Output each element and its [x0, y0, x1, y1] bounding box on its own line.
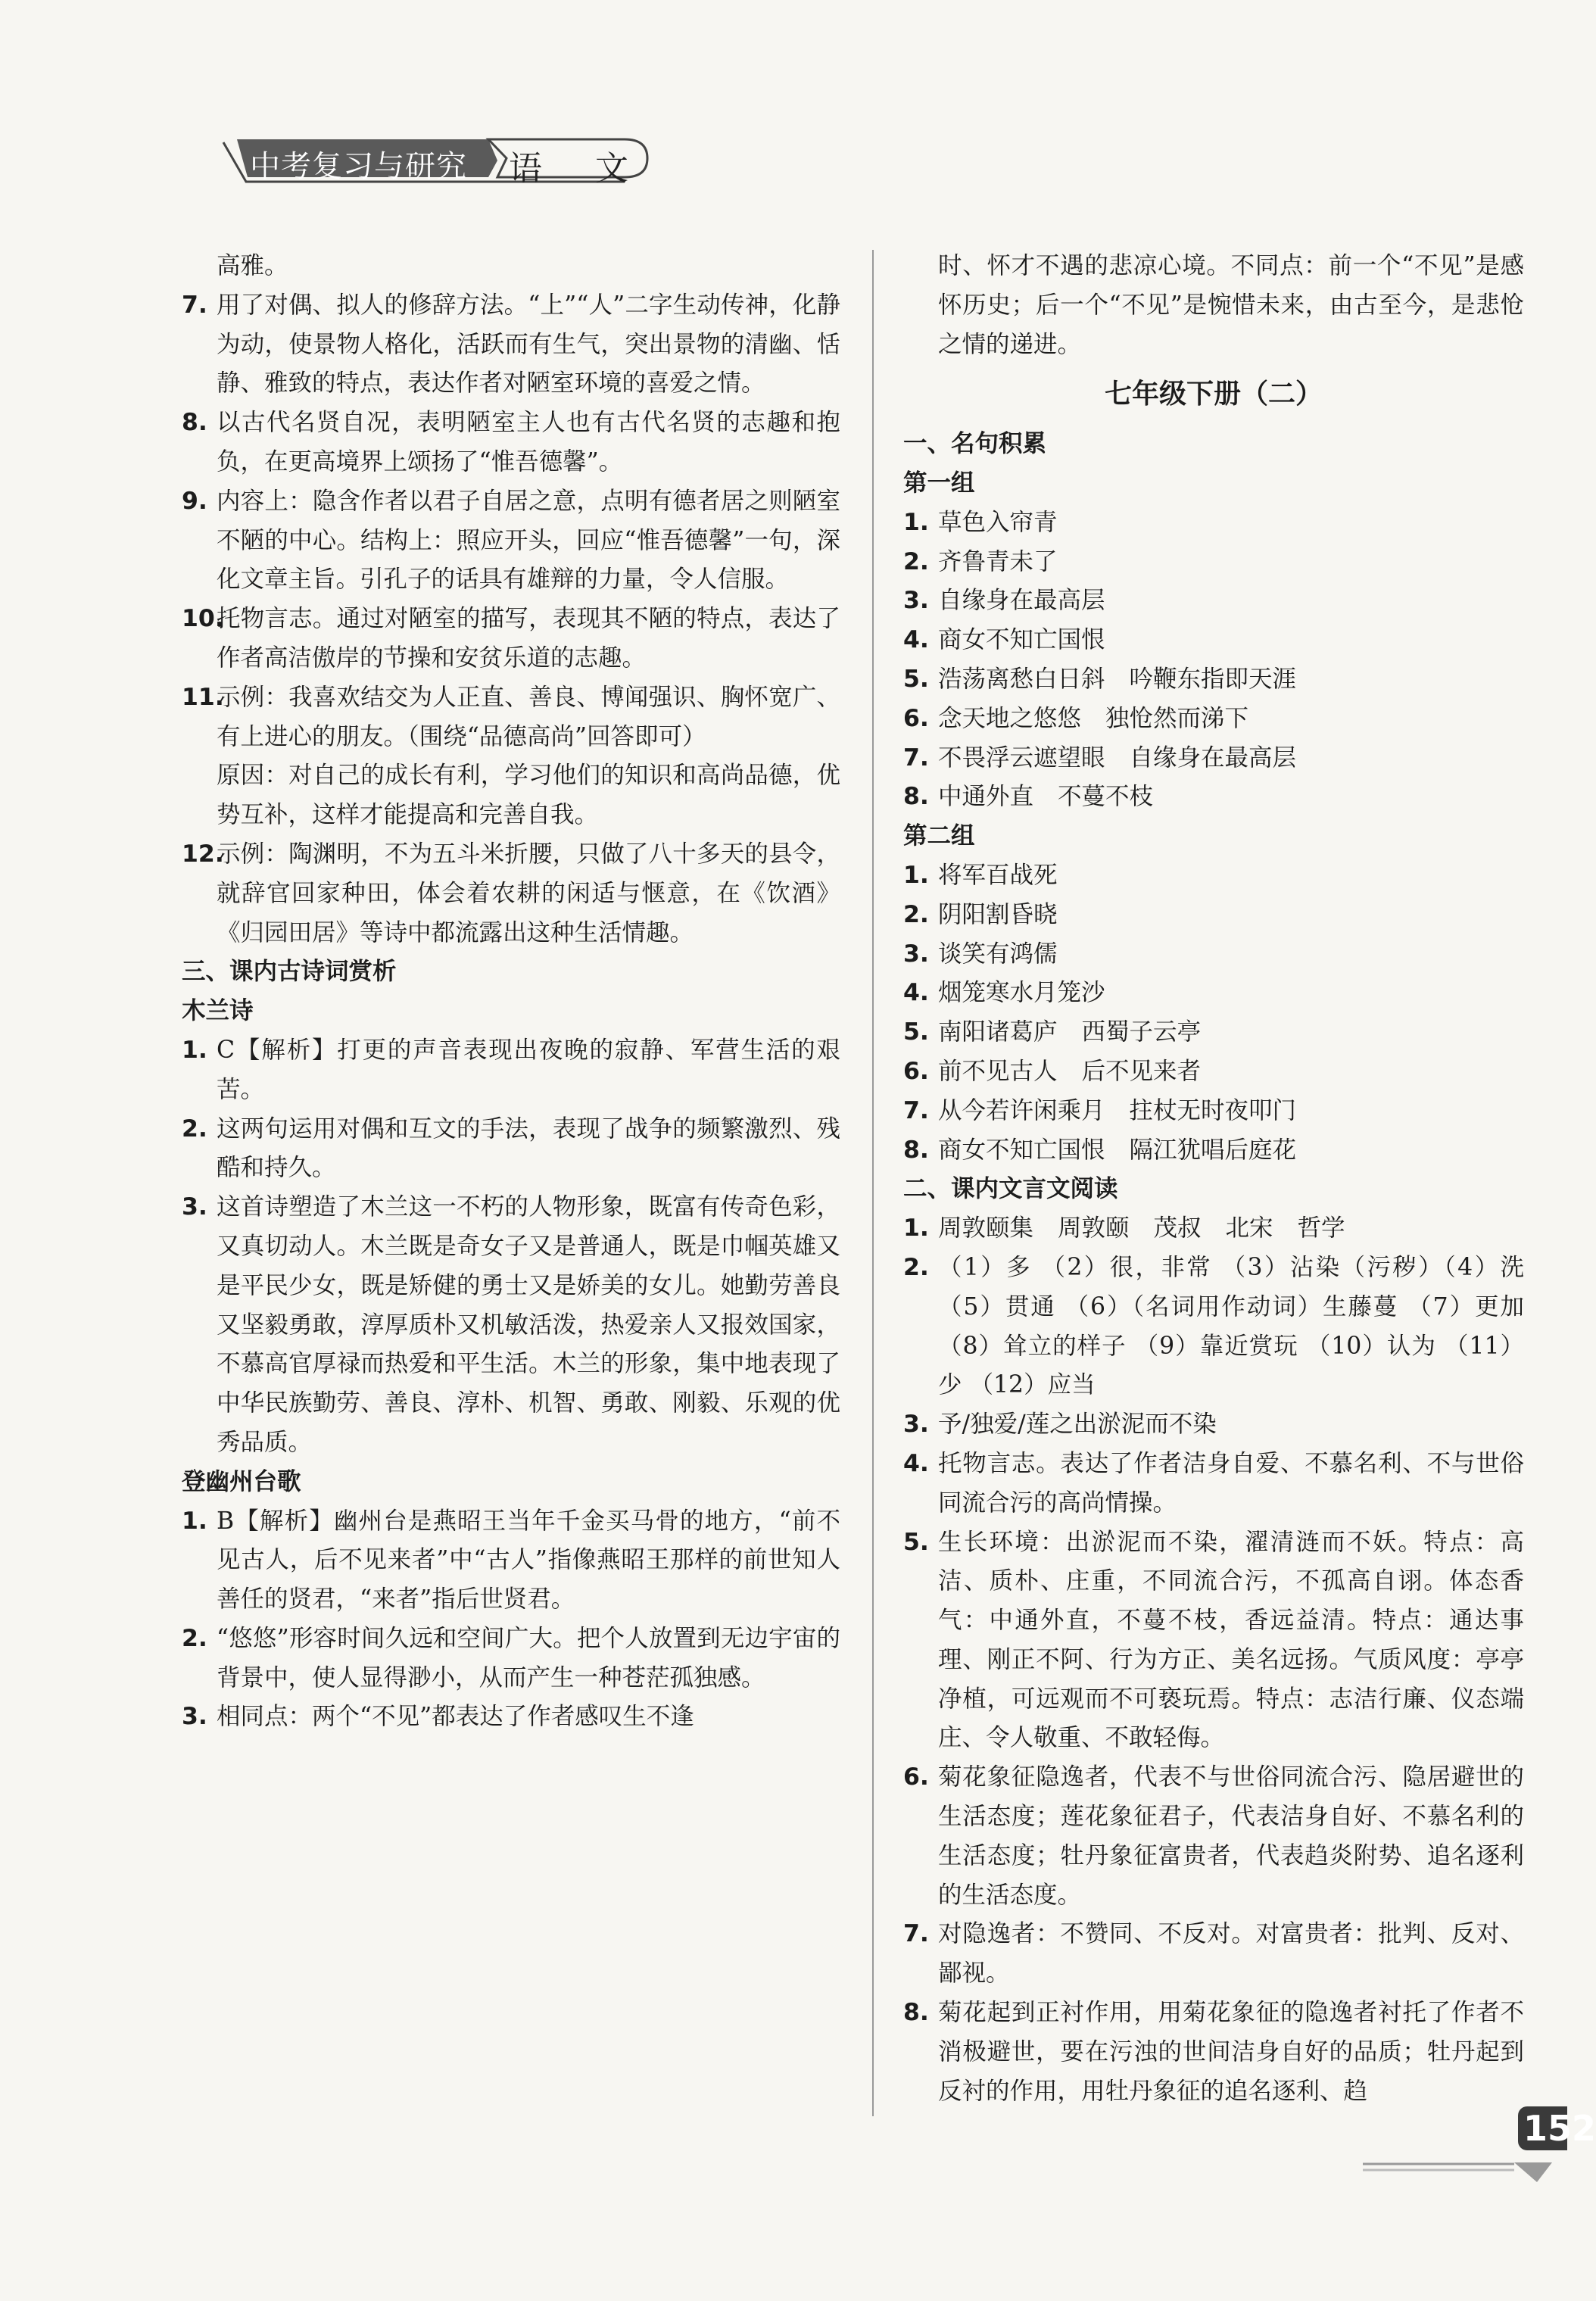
answer-item [182, 1502, 840, 1620]
item-text: 对隐逸者：不赞同、不反对。对富贵者：批判、反对、鄙视。 [938, 1920, 1524, 1988]
item-text: 浩荡离愁白日斜 吟鞭东指即天涯 [938, 665, 1297, 693]
poem-title: 木兰诗 [182, 997, 254, 1025]
answer-item [182, 835, 840, 953]
item-text: （1）多 （2）很，非常 （3）沾染（污秽）（4）洗 （5）贯通 （6）（名词用作动词）生藤蔓 （7）更加 （8）耸立的样子 （9）靠近赏玩 （10）认为 （11）少 （12）应当 [938, 1253, 1524, 1399]
item-number: 8. [182, 409, 207, 437]
item-text: 这两句运用对偶和互文的手法，表现了战争的频繁激烈、残酷和持久。 [217, 1115, 840, 1182]
group-heading: 第二组 [903, 822, 975, 850]
item-text: 内容上：隐含作者以君子自居之意，点明有德者居之则陋室不陋的中心。结构上：照应开头，回应“惟吾德馨”一句，深化文章主旨。引孔子的话具有雄辩的力量，令人信服。 [217, 487, 840, 594]
header-subject: 语 文 [509, 149, 650, 188]
item-number: 1. [182, 1507, 207, 1535]
item-number: 1. [182, 1036, 207, 1064]
item-text: 生长环境：出淤泥而不染，濯清涟而不妖。特点：高洁、质朴、庄重，不同流合污，不孤高自诩。体态香气：中通外直，不蔓不枝，香远益清。特点：通达事理、刚正不阿、行为方正、美名远扬。气质风度：亭亭净植，可远观而不可亵玩焉。特点：志洁行廉、仪态端庄、令人敬重、不敢轻侮。 [938, 1528, 1524, 1752]
section-heading: 二、课内文言文阅读 [903, 1175, 1118, 1203]
item-number: 9. [182, 487, 207, 515]
item-text: 不畏浮云遮望眼 自缘身在最高层 [938, 744, 1297, 772]
answer-item [903, 1915, 1524, 1994]
item-text: 商女不知亡国恨 [938, 626, 1105, 654]
item-text: 菊花象征隐逸者，代表不与世俗同流合污、隐居避世的生活态度；莲花象征君子，代表洁身自好、不慕名利的生活态度；牡丹象征富贵者，代表趋炎附势、追名逐利的生活态度。 [938, 1763, 1524, 1909]
item-text: 这首诗塑造了木兰这一不朽的人物形象，既富有传奇色彩，又真切动人。木兰既是奇女子又是普通人，既是巾帼英雄又是平民少女，既是矫健的勇士又是娇美的女儿。她勤劳善良又坚毅勇敢，淳厚质朴又机敏活泼，热爱亲人又报效国家，不慕高官厚禄而热爱和平生活。木兰的形象，集中地表现了中华民族勤劳、善良、淳朴、机智、勇敢、刚毅、乐观的优秀品质。 [217, 1193, 840, 1456]
item-number: 12. [182, 840, 224, 868]
section-heading: 一、名句积累 [903, 430, 1047, 458]
answer-item [903, 1092, 1524, 1131]
answer-item [182, 1620, 840, 1698]
right-column [903, 247, 1524, 2111]
item-text: 菊花起到正衬作用，用菊花象征的隐逸者衬托了作者不消极避世，要在污浊的世间洁身自好的品质；牡丹起到反衬的作用，用牡丹象征的追名逐利、趋 [938, 1999, 1524, 2105]
poem-title: 登幽州台歌 [182, 1467, 301, 1495]
item-number: 5. [903, 1018, 929, 1046]
item-text: “悠悠”形容时间久远和空间广大。把个人放置到无边宇宙的背景中，使人显得渺小，从而产生一种苍茫孤独感。 [217, 1624, 840, 1691]
item-text: 念天地之悠悠 独怆然而涕下 [938, 704, 1249, 732]
answer-item [903, 660, 1524, 700]
item-number: 3. [903, 1411, 929, 1439]
item-number: 11. [182, 683, 224, 711]
item-number: 3. [903, 587, 929, 615]
answer-item [903, 700, 1524, 739]
item-text: 前不见古人 后不见来者 [938, 1057, 1202, 1085]
item-text: 示例：陶渊明，不为五斗米折腰，只做了八十多天的县令，就辞官回家种田，体会着农耕的闲适与惬意，在《饮酒》《归园田居》等诗中都流露出这种生活情趣。 [217, 840, 840, 946]
answer-item [903, 1758, 1524, 1915]
item-number: 6. [903, 1763, 929, 1791]
item-number: 8. [903, 783, 929, 811]
header-series-title: 中考复习与研究 [250, 149, 467, 184]
item-text: 自缘身在最高层 [938, 587, 1105, 615]
item-number: 3. [182, 1193, 207, 1221]
item-number: 3. [182, 1703, 207, 1731]
answer-item [182, 286, 840, 404]
answer-item [182, 1698, 840, 1737]
answer-item [903, 739, 1524, 778]
item-text: 托物言志。表达了作者洁身自爱、不慕名利、不与世俗同流合污的高尚情操。 [938, 1449, 1524, 1517]
item-number: 1. [903, 1214, 929, 1242]
item-number: 1. [903, 861, 929, 889]
item-text: B【解析】幽州台是燕昭王当年千金买马骨的地方，“前不见古人，后不见来者”中“古人”指像燕昭王那样的前世知人善任的贤君，“来者”指后世贤君。 [217, 1507, 840, 1614]
answer-item [182, 404, 840, 482]
item-number: 5. [903, 665, 929, 693]
answer-item [903, 974, 1524, 1013]
item-text: 草色入帘青 [938, 508, 1058, 536]
answer-item [903, 504, 1524, 543]
item-reason: 原因：对自己的成长有利，学习他们的知识和高尚品德，优势互补，这样才能提高和完善自我。 [217, 762, 840, 829]
item-number: 1. [903, 508, 929, 536]
answer-item [903, 856, 1524, 896]
answer-item [182, 482, 840, 600]
answer-item [903, 1249, 1524, 1405]
item-text: 示例：我喜欢结交为人正直、善良、博闻强识、胸怀宽广、有上进心的朋友。（围绕“品德高尚”回答即可） [217, 683, 840, 750]
group-heading: 第一组 [903, 469, 975, 497]
answer-item [903, 1445, 1524, 1523]
item-text: 烟笼寒水月笼沙 [938, 979, 1105, 1007]
item-text: 周敦颐集 周敦颐 茂叔 北宋 哲学 [938, 1214, 1345, 1242]
item-text: 予/独爱/莲之出淤泥而不染 [938, 1411, 1217, 1439]
item-text: 中通外直 不蔓不枝 [938, 783, 1154, 811]
item-text: 齐鲁青未了 [938, 547, 1058, 575]
item-number: 4. [903, 1449, 929, 1477]
item-text: 商女不知亡国恨 隔江犹唱后庭花 [938, 1136, 1297, 1164]
item-text: 阴阳割昏晓 [938, 900, 1058, 928]
item-number: 7. [182, 291, 207, 319]
answer-item [903, 621, 1524, 660]
page-corner-decoration [1363, 2159, 1567, 2190]
continued-text: 时、怀才不遇的悲凉心境。不同点：前一个“不见”是感怀历史；后一个“不见”是惋惜未来，由古至今，是悲怆之情的递进。 [938, 252, 1524, 358]
answer-item [182, 678, 840, 757]
answer-item [182, 1188, 840, 1463]
item-number: 6. [903, 704, 929, 732]
item-number: 8. [903, 1999, 929, 2027]
item-text: 相同点：两个“不见”都表达了作者感叹生不逢 [217, 1703, 694, 1731]
item-number: 2. [903, 900, 929, 928]
item-number: 2. [182, 1624, 207, 1652]
item-text: 托物言志。通过对陋室的描写，表现其不陋的特点，表达了作者高洁傲岸的节操和安贫乐道的志趣。 [217, 605, 840, 672]
item-number: 8. [903, 1136, 929, 1164]
answer-item [903, 1013, 1524, 1052]
continued-text: 高雅。 [217, 252, 288, 279]
answer-item [903, 935, 1524, 974]
answer-item [903, 1523, 1524, 1759]
page-number: 152 [1523, 2108, 1596, 2149]
item-text: 谈笑有鸿儒 [938, 940, 1058, 968]
item-number: 6. [903, 1057, 929, 1085]
item-number: 5. [903, 1528, 929, 1556]
item-number: 10. [182, 605, 224, 633]
item-number: 2. [182, 1115, 207, 1143]
answer-item [903, 778, 1524, 817]
left-column [182, 247, 840, 1737]
answer-item [903, 581, 1524, 621]
answer-item [903, 1994, 1524, 2111]
item-number: 2. [903, 1253, 929, 1281]
item-number: 4. [903, 626, 929, 654]
item-text: 将军百战死 [938, 861, 1058, 889]
item-text: C【解析】打更的声音表现出夜晚的寂静、军营生活的艰苦。 [217, 1036, 840, 1103]
answer-item [182, 1031, 840, 1110]
answer-item [903, 1209, 1524, 1249]
item-number: 3. [903, 940, 929, 968]
answer-item [182, 1110, 840, 1189]
column-divider [872, 250, 874, 2116]
answer-item [182, 600, 840, 678]
item-number: 2. [903, 547, 929, 575]
section-heading: 三、课内古诗词赏析 [182, 958, 397, 986]
item-text: 以古代名贤自况，表明陋室主人也有古代名贤的志趣和抱负，在更高境界上颂扬了“惟吾德馨”。 [217, 409, 840, 475]
answer-item [903, 1405, 1524, 1445]
item-text: 用了对偶、拟人的修辞方法。“上”“人”二字生动传神，化静为动，使景物人格化，活跃而有生气，突出景物的清幽、恬静、雅致的特点，表达作者对陋室环境的喜爱之情。 [217, 291, 840, 398]
item-number: 7. [903, 1096, 929, 1124]
chapter-title: 七年级下册（二） [1104, 379, 1323, 410]
item-number: 7. [903, 1920, 929, 1948]
answer-item [903, 543, 1524, 582]
answer-item [903, 896, 1524, 935]
item-text: 从今若许闲乘月 拄杖无时夜叩门 [938, 1096, 1297, 1124]
item-number: 7. [903, 744, 929, 772]
answer-item [903, 1052, 1524, 1092]
item-text: 南阳诸葛庐 西蜀子云亭 [938, 1018, 1202, 1046]
item-number: 4. [903, 979, 929, 1007]
answer-item [903, 1131, 1524, 1171]
